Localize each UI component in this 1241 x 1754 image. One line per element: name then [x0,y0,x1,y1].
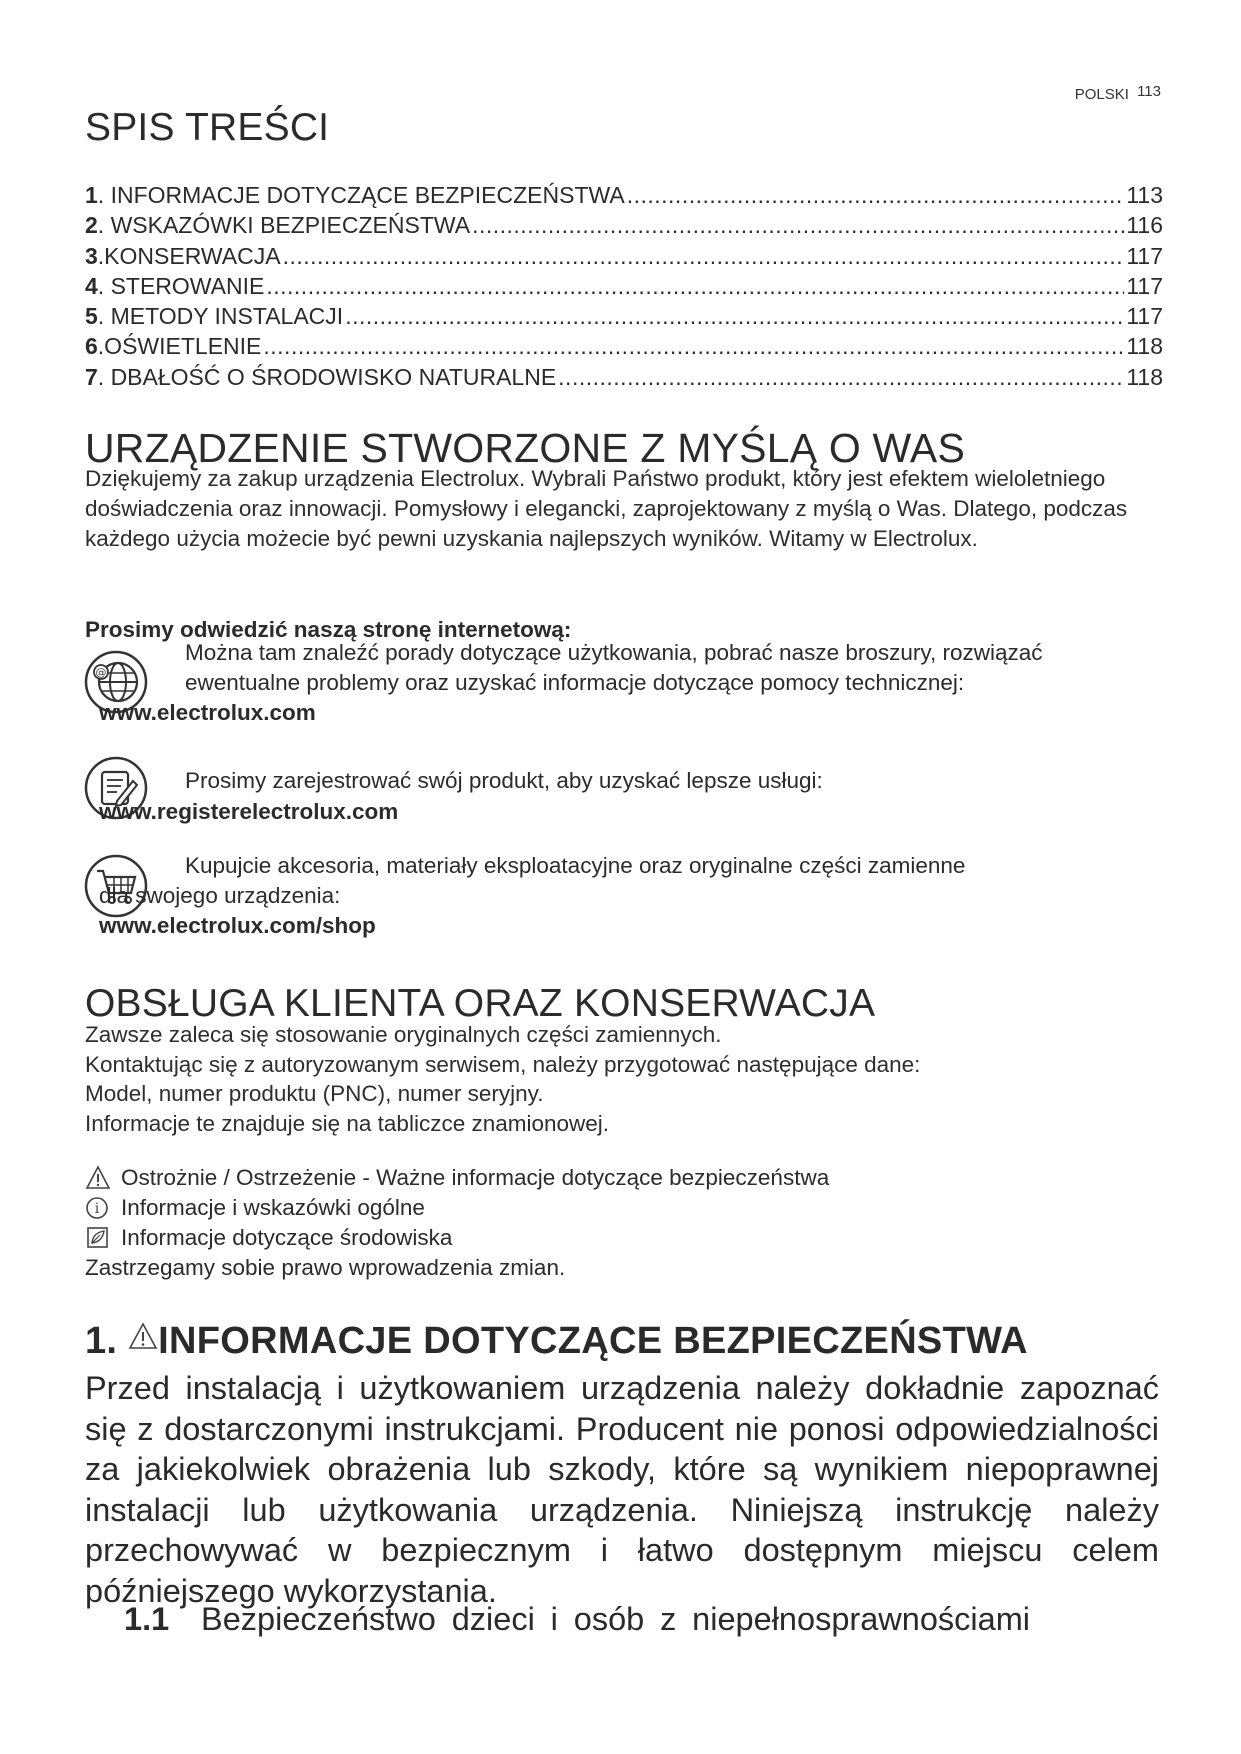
svg-text:@: @ [95,666,107,679]
toc-entry-page: 117 [1126,242,1163,269]
legend-note: Zastrzegamy sobie prawo wprowadzenia zmian. [85,1255,566,1280]
toc-entry[interactable] [85,271,1163,301]
warning-triangle-icon [85,1165,115,1191]
section-1-heading-text: INFORMACJE DOTYCZĄCE BEZPIECZEŃSTWA [158,1320,1028,1362]
toc-title: SPIS TREŚCI [85,106,330,149]
subsection-word: dzieci [451,1601,535,1637]
legend-row [85,1163,829,1193]
register-text-line: Prosimy zarejestrować swój produkt, aby uzyskać lepsze usługi: [185,768,823,793]
toc-entry[interactable] [85,210,1163,240]
visit-website-title: Prosimy odwiedzić naszą stronę internetową: [85,617,572,642]
shop-link[interactable]: www.electrolux.com/shop [99,913,376,938]
toc-leader-dots [345,301,1124,331]
subsection-word: Bezpieczeństwo [201,1601,436,1637]
toc-entry-label: . METODY INSTALACJI [97,303,344,330]
toc-entry-number: 6 [85,333,98,360]
subsection-word: i [550,1601,558,1637]
register-link[interactable]: www.registerelectrolux.com [99,799,399,824]
toc-entry-number: 2 [85,212,98,239]
environment-leaf-icon [85,1225,115,1251]
toc-entry-page: 118 [1126,363,1163,390]
toc-entry-number: 3 [85,242,98,269]
web-text-line: ewentualne problemy oraz uzyskać informacje dotyczące pomocy technicznej: [185,670,965,695]
legend-row [85,1193,829,1223]
running-head [1074,83,1161,103]
toc-leader-dots [558,362,1124,392]
symbol-legend [85,1163,829,1283]
toc-entry-page: 117 [1126,303,1163,330]
web-text-line: Można tam znaleźć porady dotyczące użytkowania, pobrać nasze broszury, rozwiązać [185,640,1043,665]
legend-warning-text: Ostrożnie / Ostrzeżenie - Ważne informacje dotyczące bezpieczeństwa [121,1165,830,1190]
table-of-contents [85,180,1163,392]
subsection-word: osób [573,1601,645,1637]
service-line: Kontaktując się z autoryzowanym serwisem, należy przygotować następujące dane: [85,1051,921,1077]
shop-text-line: Kupujcie akcesoria, materiały eksploatacyjne oraz oryginalne części zamienne [185,853,966,878]
svg-text:i: i [94,1201,100,1217]
toc-entry[interactable] [85,362,1163,392]
toc-entry-label: . WSKAZÓWKI BEZPIECZEŃSTWA [97,212,471,239]
service-line: Model, numer produktu (PNC), numer seryjny. [85,1081,544,1106]
legend-info-text: Informacje i wskazówki ogólne [121,1195,425,1220]
toc-entry-label: .KONSERWACJA [97,242,281,269]
toc-entry-page: 117 [1126,272,1163,299]
legend-row [85,1223,829,1253]
subsection-word: z [660,1601,677,1637]
service-line: Informacje te znajduje się na tabliczce znamionowej. [85,1110,610,1136]
toc-entry-page: 118 [1126,333,1163,360]
subsection-number: 1.1 [124,1601,170,1637]
language-label: POLSKI [1074,86,1129,103]
legend-environment-text: Informacje dotyczące środowiska [121,1225,453,1250]
toc-leader-dots [283,241,1125,271]
info-icon [85,1195,115,1221]
toc-leader-dots [266,271,1124,301]
section-1-title [85,1318,1028,1363]
toc-leader-dots [627,180,1125,210]
toc-entry-number: 1 [85,182,98,208]
service-title: OBSŁUGA KLIENTA ORAZ KONSERWACJA [85,982,876,1025]
intro-text: Dziękujemy za zakup urządzenia Electrolux. Wybrali Państwo produkt, który jest efektem wieloletniego doświadczenia oraz innowacji. Pomysłowy i elegancki, zaprojektowany z myślą o Was. Dlatego, podczas każdego użycia możecie być pewni uzyskania najlepszych wyników. Witamy w Electrolux. [85,466,1128,551]
warning-triangle-icon [128,1318,158,1348]
shop-text-line: dla swojego urządzenia: [99,883,341,908]
toc-entry-page: 113 [1126,182,1163,208]
toc-entry-label: . DBAŁOŚĆ O ŚRODOWISKO NATURALNE [97,363,557,390]
subsection-1-1-title [124,1601,1030,1638]
toc-leader-dots [263,331,1124,361]
toc-entry[interactable] [85,301,1163,331]
toc-entry[interactable] [85,331,1163,361]
page-number: 113 [1137,83,1161,100]
toc-entry-page: 116 [1126,212,1163,239]
section-1-number: 1. [85,1320,118,1362]
toc-entry-number: 4 [85,272,98,299]
toc-entry-number: 5 [85,303,98,330]
electrolux-link[interactable]: www.electrolux.com [99,700,316,725]
service-text [85,1020,1165,1138]
intro-title: URZĄDZENIE STWORZONE Z MYŚLĄ O WAS [85,425,965,471]
toc-entry-label: . STEROWANIE [97,272,265,299]
toc-entry[interactable] [85,241,1163,271]
subsection-word: niepełnosprawnościami [692,1601,1030,1637]
toc-entry-label: . INFORMACJE DOTYCZĄCE BEZPIECZEŃSTWA [97,182,625,208]
toc-entry-label: .OŚWIETLENIE [97,333,262,360]
toc-entry-number: 7 [85,363,98,390]
service-line: Zawsze zaleca się stosowanie oryginalnych części zamiennych. [85,1022,722,1047]
toc-entry[interactable] [85,180,1163,210]
toc-leader-dots [472,210,1124,240]
section-1-text: Przed instalacją i użytkowaniem urządzenia należy dokładnie zapoznać się z dostarczonymi instrukcjami. Producent nie ponosi odpowiedzialności za jakiekolwiek obrażenia lub szkody, które są wynikiem niepoprawnej instalacji lub użytkowania urządzenia. Niniejszą instrukcję należy przechowywać w bezpiecznym i łatwo dostępnym miejscu celem późniejszego wykorzystania. [85,1370,1159,1609]
